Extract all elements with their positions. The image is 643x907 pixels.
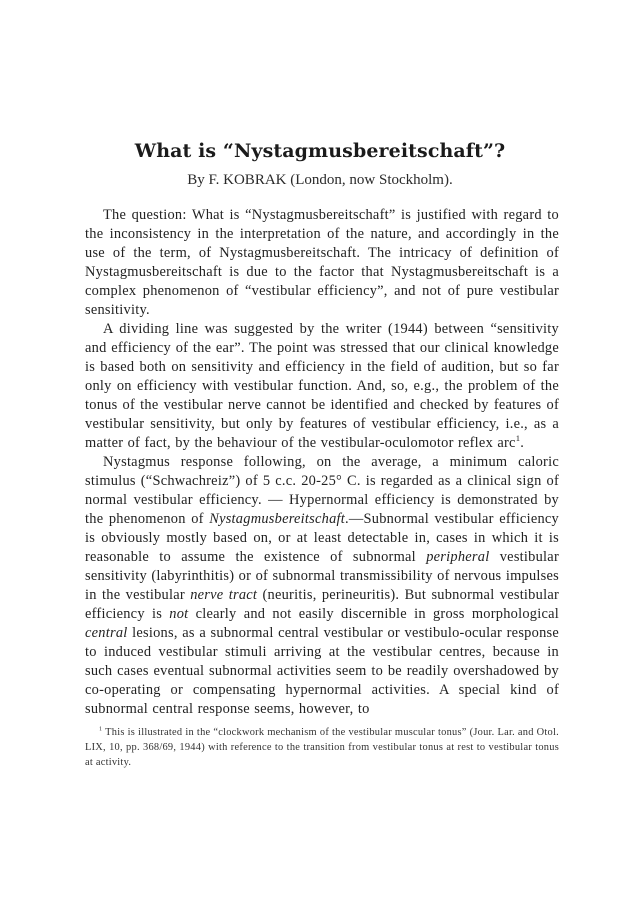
italic-term: central <box>85 625 128 641</box>
footnote-ref: 1 <box>515 433 521 444</box>
text-run: vestibular sensitivity (labyrinthitis) or of subnormal transmissibility of nervous impulses in the vestibular <box>85 549 559 603</box>
body-paragraph <box>85 320 559 453</box>
body-paragraph <box>85 206 559 320</box>
text-run: A dividing line was suggested by the writer (1944) between “sensitivity and efficiency of the ear”. The point was stressed that our clinical knowledge is based both on sensitivity and efficiency in the field of audition, but so far only on efficiency with vestibular function. And, so, e.g., the problem of the tonus of the vestibular nerve cannot be identified and checked by features of vestibular sensitivity, but only by features of vestibular efficiency, i.e., as a matter of fact, by the behaviour of the vestibular-oculomotor reflex arc <box>85 321 559 451</box>
text-run: The question: What is “Nystagmusbereitschaft” is justified with regard to the inconsistency in the interpretation of the nature, and accordingly in the use of the term, of Nystagmusbereitschaft. The intricacy of definition of Nystagmusbereitschaft is due to the factor that Nystagmusbereitschaft is a complex phenomenon of “vestibular efficiency”, and not of pure vestibular sensitivity. <box>85 207 559 318</box>
text-run: Nystagmus response following, on the average, a minimum caloric stimulus (“Schwachreiz”) of 5 c.c. 20-25° C. is regarded as a clinical sign of normal vestibular efficiency. — Hypernormal efficiency is demonstrated by the phenomenon of <box>85 454 559 527</box>
article-title: What is “Nystagmusbereitschaft”? <box>134 140 506 162</box>
body-paragraph <box>85 453 559 719</box>
text-run: . <box>520 435 525 451</box>
italic-term: peripheral <box>426 549 490 565</box>
footnote <box>85 725 559 770</box>
italic-term: nerve tract <box>190 587 258 603</box>
text-run: .—Subnormal vestibular efficiency is obviously mostly based on, or at least detectable in, cases in which it is reasonable to assume the existence of subnormal <box>85 511 559 565</box>
footnote-mark: 1 <box>99 725 103 733</box>
text-run: (neuritis, perineuritis). But subnormal vestibular efficiency is <box>85 587 560 622</box>
text-run: clearly and not easily discernible in gross morphological <box>188 606 559 622</box>
footnote-text: This is illustrated in the “clockwork mechanism of the vestibular muscular tonus” (Jour. Lar. and Otol. LIX, 10, pp. 368/69, 1944) with reference to the transition from vestibular tonus at rest to vestibular tonus at activity. <box>85 727 559 768</box>
italic-term: Nystagmusbereitschaft <box>209 511 346 527</box>
article-body <box>85 206 559 719</box>
author-byline: By F. KOBRAK (London, now Stockholm). <box>187 172 453 188</box>
italic-term: not <box>169 606 189 622</box>
text-run: lesions, as a subnormal central vestibular or vestibulo-ocular response to induced vestibular stimuli arriving at the vestibular centres, because in such cases eventual subnormal activities seem to be readily overshadowed by co-operating or compensating hypernormal activities. A special kind of subnormal central response seems, however, to <box>85 625 559 717</box>
